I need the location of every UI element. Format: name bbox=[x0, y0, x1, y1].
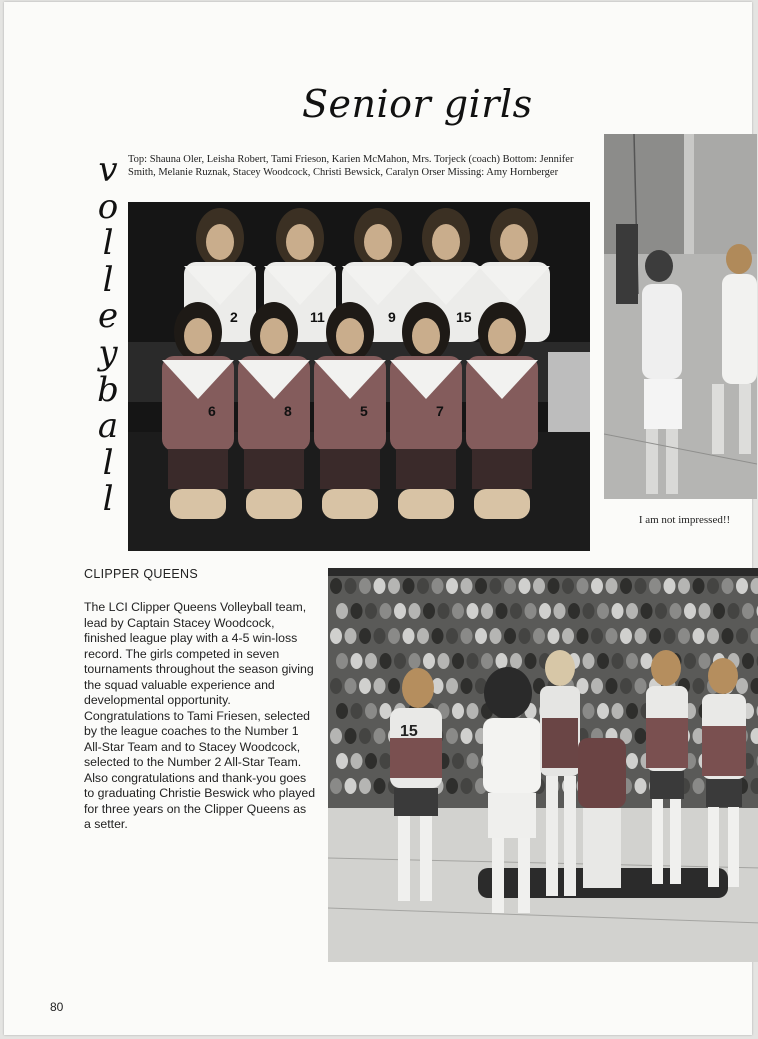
page-number: 80 bbox=[50, 1000, 64, 1014]
jersey-number: 6 bbox=[208, 403, 216, 419]
jersey-number: 15 bbox=[400, 723, 418, 740]
vertical-title-letter: v bbox=[98, 150, 118, 190]
page-title: Senior girls bbox=[302, 82, 533, 126]
vertical-title-letter: l bbox=[102, 479, 114, 520]
pep-rally-photo bbox=[328, 568, 758, 962]
article-body: The LCI Clipper Queens Volleyball team, lead by Captain Stacey Woodcock, finished league play with a 4-5 win-loss record. The girls competed in seven tournaments throughout the season giving the squad valuable experience and developmental opportunity. Congratulations to Tami Friesen, selected by the league coaches to the Number 1 All-Star Team and to Stacey Woodcock, selected to the Number 2 All-Star Team. Also congratulations and thank-you goes to graduating Christie Beswick who played for three years on the Clipper Queens as a setter. bbox=[84, 600, 316, 831]
yearbook-page bbox=[4, 2, 752, 1035]
vertical-title-letter: l bbox=[102, 223, 114, 264]
practice-photo-caption: I am not impressed!! bbox=[638, 514, 731, 526]
vertical-title bbox=[90, 152, 126, 518]
vertical-title-letter: l bbox=[102, 442, 114, 483]
vertical-title-letter: b bbox=[97, 369, 119, 410]
jersey-number: 11 bbox=[310, 309, 325, 325]
section-heading: CLIPPER QUEENS bbox=[84, 567, 198, 581]
jersey-number: 15 bbox=[456, 309, 472, 325]
jersey-number: 7 bbox=[436, 403, 444, 419]
vertical-title-letter: o bbox=[97, 186, 119, 227]
vertical-title-letter: l bbox=[102, 259, 114, 300]
team-photo-caption: Top: Shauna Oler, Leisha Robert, Tami Frieson, Karien McMahon, Mrs. Torjeck (coach) Bottom: Jennifer Smith, Melanie Ruznak, Stacey Woodcock, Christi Bewsick, Caralyn Orser Missing: Amy Hornberger bbox=[128, 154, 574, 178]
jersey-number: 5 bbox=[360, 403, 368, 419]
jersey-number: 2 bbox=[230, 309, 238, 325]
jersey-number: 8 bbox=[284, 403, 292, 419]
team-photo bbox=[128, 202, 590, 551]
vertical-title-letter: y bbox=[98, 332, 118, 373]
vertical-title-letter: a bbox=[97, 406, 119, 447]
vertical-title-letter: e bbox=[97, 296, 119, 337]
practice-photo bbox=[604, 134, 757, 499]
jersey-number: 9 bbox=[388, 309, 396, 325]
